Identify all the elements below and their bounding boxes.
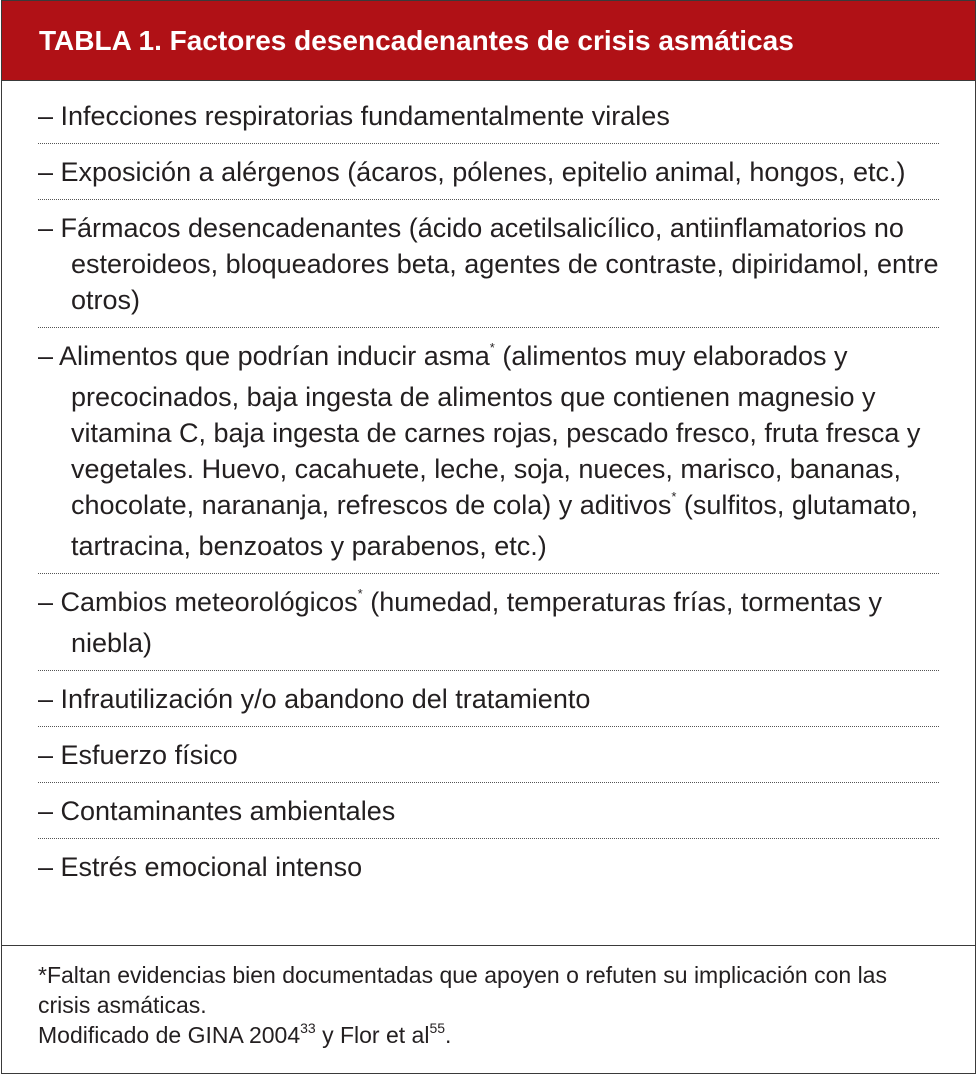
- list-item: – Estrés emocional intenso: [38, 852, 363, 882]
- dotted-divider: [38, 782, 939, 783]
- item-text: – Cambios meteorológicos: [38, 587, 358, 617]
- list-item: [38, 584, 939, 661]
- item-text: – Alimentos que podrían inducir asma: [38, 341, 490, 371]
- list-item: [38, 338, 939, 564]
- list-item: – Esfuerzo físico: [38, 740, 238, 770]
- item-text: (alimentos muy elaborados y precocinados, baja ingesta de alimentos que contienen magnesio y vitamina C, baja ingesta de carnes rojas, pescado fresco, fruta fresca y vegetales. Huevo, cacahuete, leche, soja, nueces, marisco, bananas, chocolate, narananja, refrescos de cola) y aditivos: [71, 341, 921, 520]
- footnote-text: *Faltan evidencias bien documentadas que apoyen o refuten su implicación con las crisis asmáticas.: [38, 962, 887, 1018]
- table-container: [1, 0, 976, 1074]
- list-item: – Exposición a alérgenos (ácaros, pólenes, epitelio animal, hongos, etc.): [38, 157, 906, 187]
- footnote-marker: *: [671, 489, 677, 504]
- dotted-divider: [38, 573, 939, 574]
- dotted-divider: [38, 726, 939, 727]
- list-item: – Infrautilización y/o abandono del tratamiento: [38, 684, 591, 714]
- citation-text: .: [445, 1022, 452, 1048]
- dotted-divider: [38, 143, 939, 144]
- reference-number: 33: [300, 1020, 316, 1036]
- citation-text: y Flor et al: [315, 1022, 430, 1048]
- list-item: – Fármacos desencadenantes (ácido acetilsalicílico, antiinflamatorios no esteroideos, bloqueadores beta, agentes de contraste, dipiridamol, entre otros): [38, 213, 939, 315]
- table-footnote: [2, 945, 975, 1073]
- source-citation: [38, 1020, 939, 1053]
- list-item: – Contaminantes ambientales: [38, 796, 396, 826]
- list-item: – Infecciones respiratorias fundamentalmente virales: [38, 101, 670, 131]
- dotted-divider: [38, 670, 939, 671]
- dotted-divider: [38, 838, 939, 839]
- item-text: (sulfitos, glutamato, tartracina, benzoatos y parabenos, etc.): [71, 490, 918, 561]
- factor-list: [2, 81, 975, 885]
- dotted-divider: [38, 199, 939, 200]
- footnote-marker: *: [489, 340, 495, 355]
- footnote-marker: *: [357, 586, 363, 601]
- citation-text: Modificado de GINA 2004: [38, 1022, 301, 1048]
- reference-number: 55: [429, 1020, 446, 1036]
- item-text: (humedad, temperaturas frías, tormentas y niebla): [71, 587, 882, 658]
- table-title: TABLA 1. Factores desencadenantes de crisis asmáticas: [2, 1, 975, 81]
- dotted-divider: [38, 327, 939, 328]
